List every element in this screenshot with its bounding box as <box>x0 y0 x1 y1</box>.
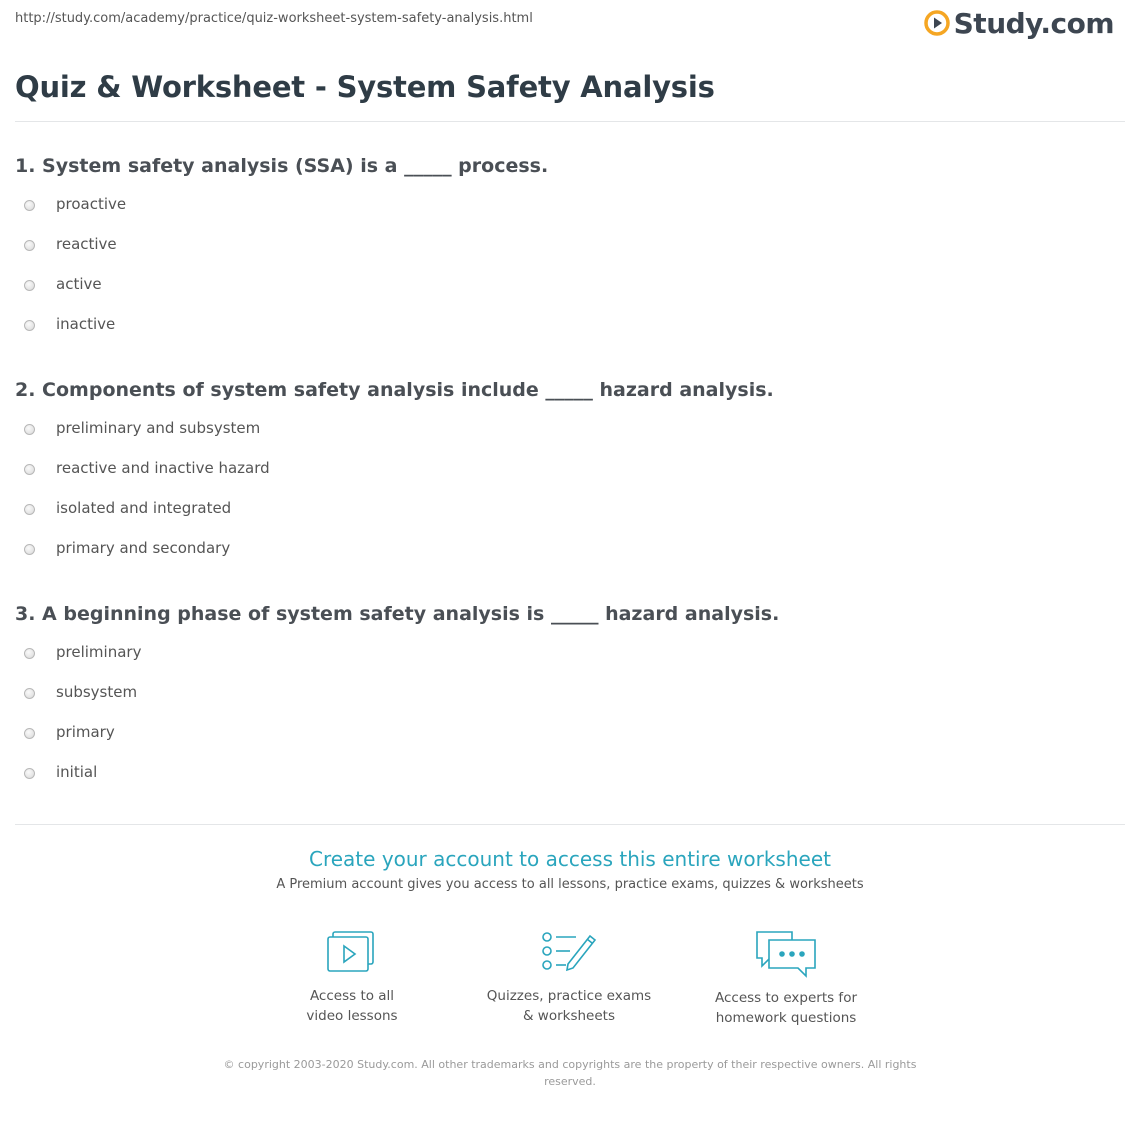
question-text: 3. A beginning phase of system safety analysis is _____ hazard analysis. <box>15 603 780 625</box>
question-text: 1. System safety analysis (SSA) is a _____ process. <box>15 155 549 177</box>
question-3 <box>15 601 1115 802</box>
radio-button[interactable] <box>24 240 35 251</box>
answer-option[interactable] <box>15 642 1115 682</box>
answer-option[interactable] <box>15 234 1115 274</box>
answer-label: preliminary <box>56 643 142 661</box>
footer-line: reserved. <box>544 1075 596 1088</box>
answer-option[interactable] <box>15 498 1115 538</box>
radio-button[interactable] <box>24 504 35 515</box>
answer-label: subsystem <box>56 683 138 701</box>
radio-button[interactable] <box>24 544 35 555</box>
feature-video-lessons <box>242 928 462 1026</box>
feature-label <box>676 988 896 1028</box>
cta-divider <box>15 824 1125 825</box>
answer-option[interactable] <box>15 722 1115 762</box>
quiz-checklist-icon <box>540 928 598 976</box>
question-text: 2. Components of system safety analysis include _____ hazard analysis. <box>15 379 774 401</box>
page-url: http://study.com/academy/practice/quiz-worksheet-system-safety-analysis.html <box>15 11 533 26</box>
feature-label-line: Access to experts for <box>714 990 857 1006</box>
video-lesson-icon <box>325 928 379 976</box>
answer-label: primary <box>56 723 115 741</box>
question-1 <box>15 153 1115 354</box>
feature-experts <box>676 928 896 1028</box>
page-title: Quiz & Worksheet - System Safety Analysis <box>15 70 715 104</box>
answer-option[interactable] <box>15 458 1115 498</box>
play-circle-icon <box>924 10 950 36</box>
answer-label: isolated and integrated <box>56 499 232 517</box>
answer-list <box>15 194 1115 354</box>
answer-label: inactive <box>56 315 116 333</box>
question-2 <box>15 377 1115 578</box>
feature-label <box>459 986 679 1026</box>
radio-button[interactable] <box>24 320 35 331</box>
cta-subtitle: A Premium account gives you access to all lessons, practice exams, quizzes & worksheets <box>276 877 864 892</box>
radio-button[interactable] <box>24 728 35 739</box>
radio-button[interactable] <box>24 688 35 699</box>
answer-option[interactable] <box>15 762 1115 802</box>
feature-label-line: Quizzes, practice exams <box>486 988 652 1004</box>
chat-bubbles-icon <box>754 928 818 978</box>
feature-label-line: video lessons <box>306 1008 398 1024</box>
answer-label: reactive <box>56 235 117 253</box>
answer-label: preliminary and subsystem <box>56 419 261 437</box>
feature-label <box>242 986 462 1026</box>
feature-label-line: & worksheets <box>522 1008 615 1024</box>
radio-button[interactable] <box>24 464 35 475</box>
logo-text: Study.com <box>953 6 1114 40</box>
feature-quizzes <box>459 928 679 1026</box>
feature-label-line: homework questions <box>715 1010 857 1026</box>
study-logo[interactable] <box>924 5 1114 41</box>
answer-option[interactable] <box>15 194 1115 234</box>
answer-option[interactable] <box>15 418 1115 458</box>
footer-line: © copyright 2003-2020 Study.com. All other trademarks and copyrights are the property of their respective owners. All rights <box>223 1058 917 1071</box>
answer-label: active <box>56 275 102 293</box>
radio-button[interactable] <box>24 280 35 291</box>
radio-button[interactable] <box>24 200 35 211</box>
answer-label: reactive and inactive hazard <box>56 459 270 477</box>
radio-button[interactable] <box>24 768 35 779</box>
answer-option[interactable] <box>15 274 1115 314</box>
answer-option[interactable] <box>15 682 1115 722</box>
answer-list <box>15 418 1115 578</box>
answer-label: proactive <box>56 195 127 213</box>
feature-label-line: Access to all <box>309 988 395 1004</box>
radio-button[interactable] <box>24 648 35 659</box>
answer-label: primary and secondary <box>56 539 231 557</box>
answer-option[interactable] <box>15 538 1115 578</box>
answer-label: initial <box>56 763 98 781</box>
copyright-footer <box>215 1056 925 1090</box>
answer-list <box>15 642 1115 802</box>
title-divider <box>15 121 1125 122</box>
radio-button[interactable] <box>24 424 35 435</box>
cta-title[interactable]: Create your account to access this entire worksheet <box>309 847 831 871</box>
answer-option[interactable] <box>15 314 1115 354</box>
